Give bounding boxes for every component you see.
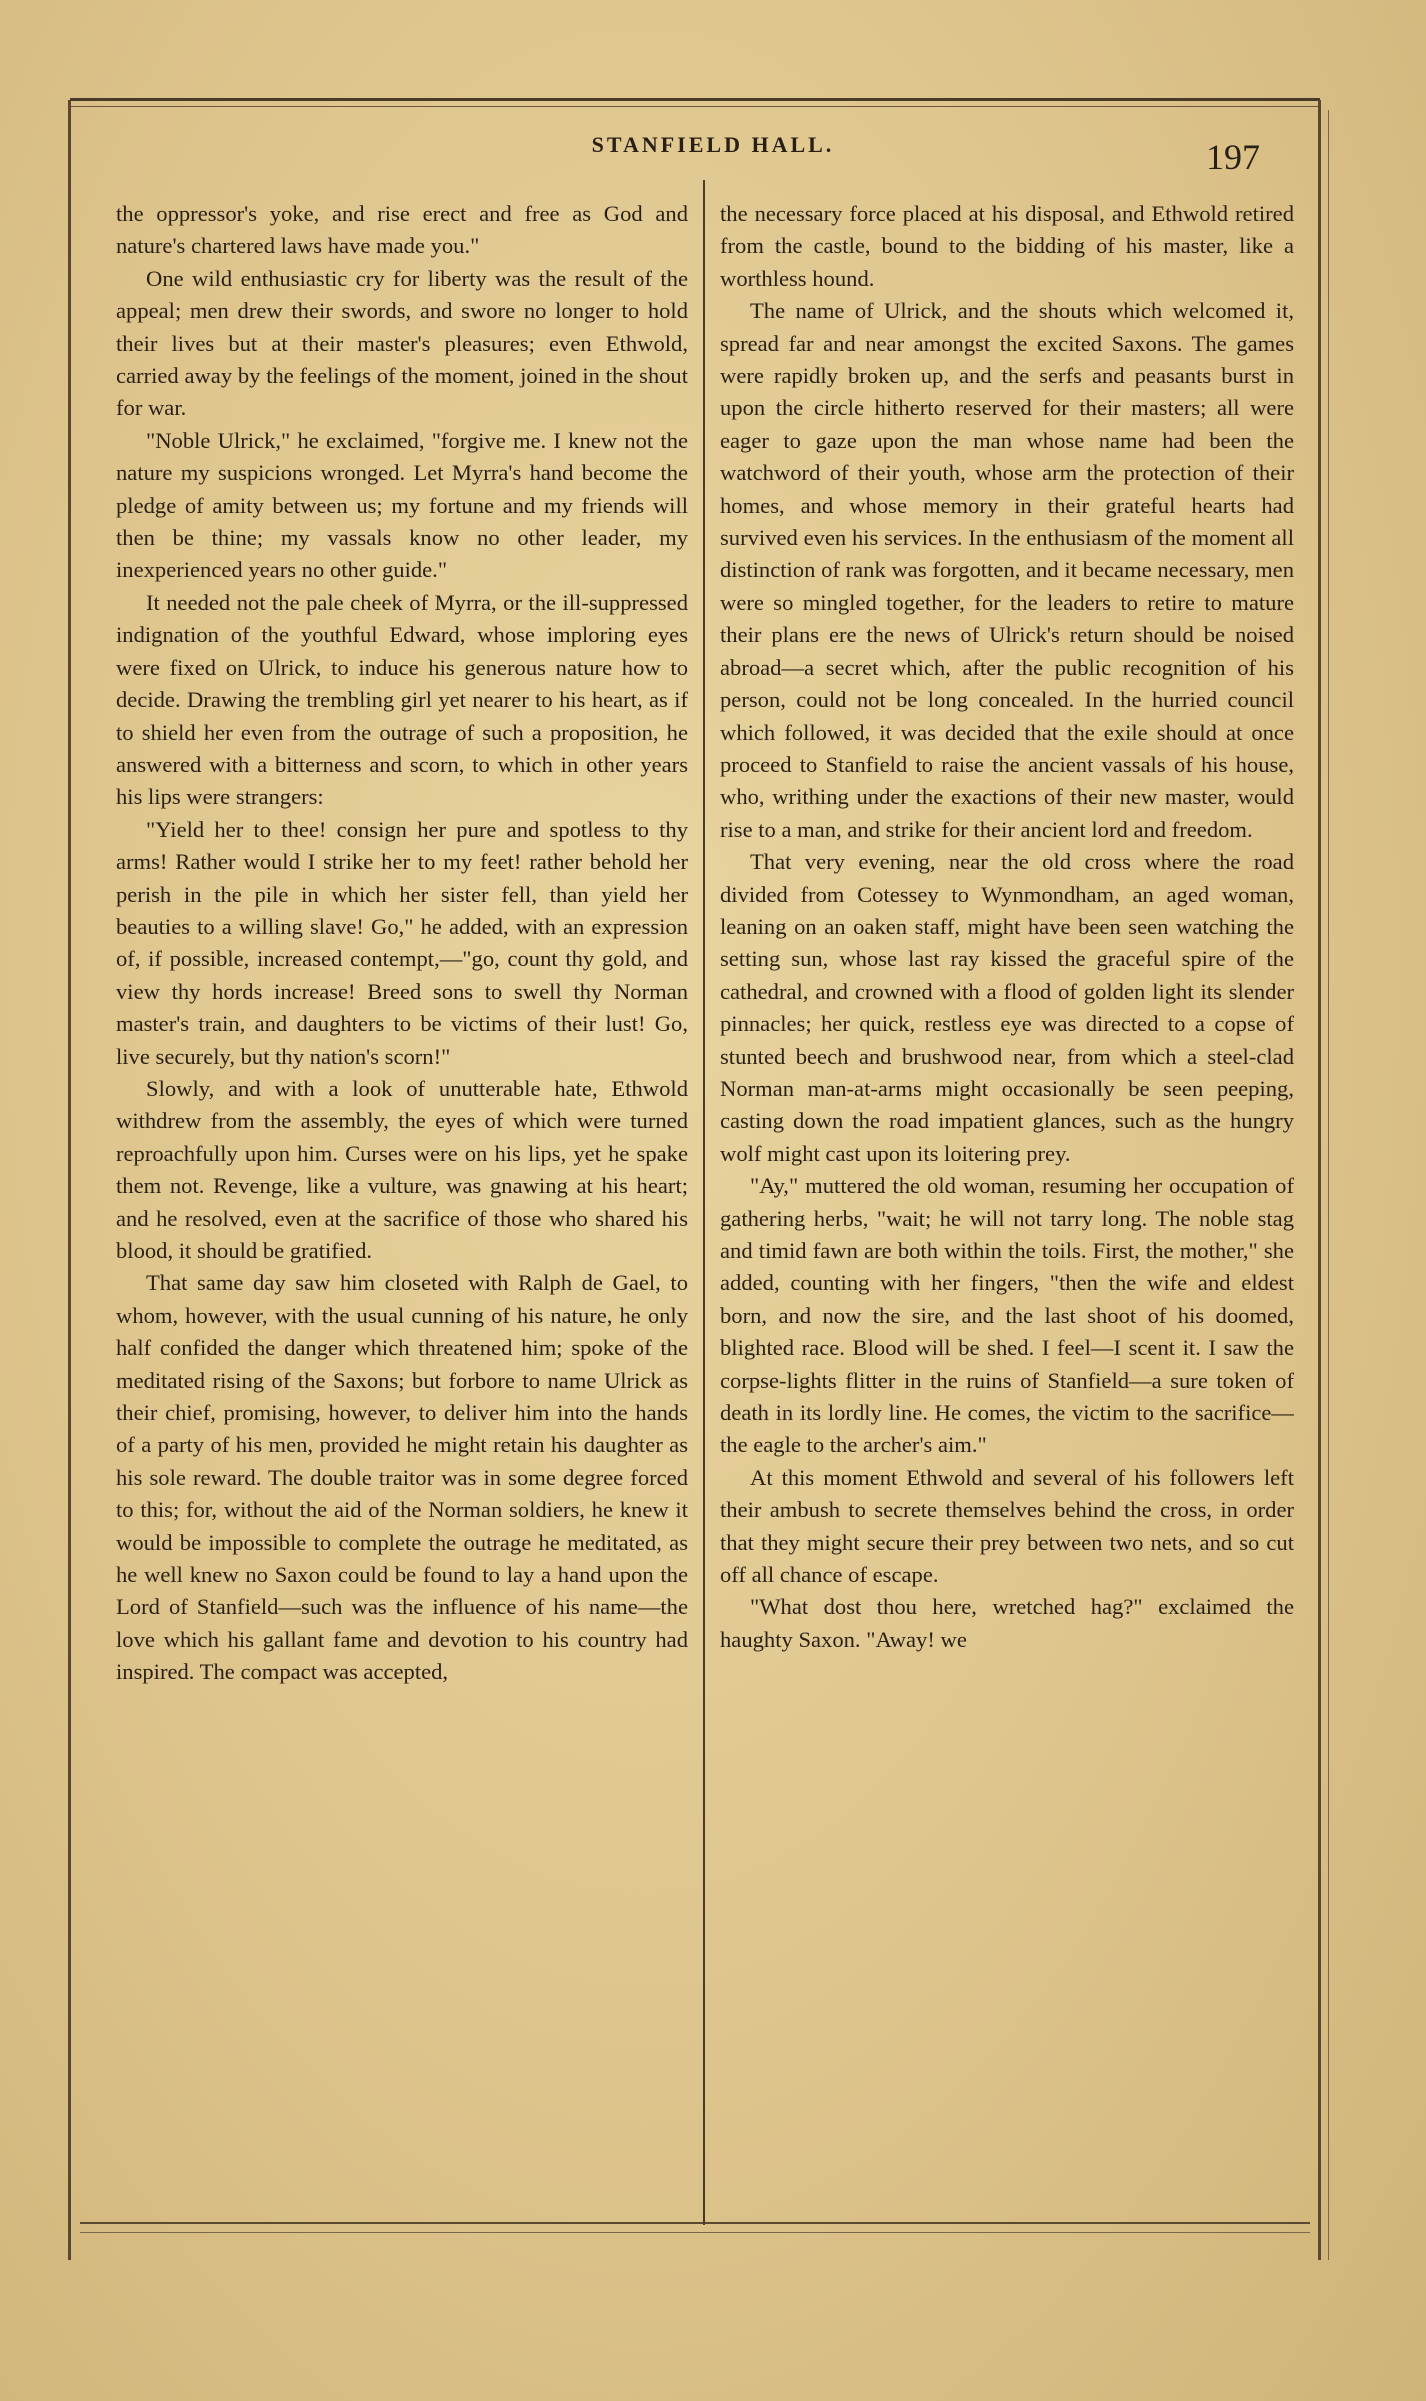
- bottom-rule-thin: [80, 2232, 1310, 2233]
- paragraph: "What dost thou here, wretched hag?" exclaimed the haughty Saxon. "Away! we: [720, 1594, 1294, 1652]
- paragraph: "Yield her to thee! consign her pure and spotless to thy arms! Rather would I strike her to my feet! rather behold her perish in the pile in which her sister fell, than yield her beauties to a willing slave! Go," he added, with an expression of, if possible, increased contempt,—"go, count thy gold, and view thy hords increase! Breed sons to swell thy Norman master's train, and daughters to be victims of their lust! Go, live securely, but thy nation's scorn!": [116, 816, 688, 1069]
- bottom-rule: [80, 2222, 1310, 2224]
- right-frame-line: [1318, 100, 1321, 2260]
- paragraph: The name of Ulrick, and the shouts which welcomed it, spread far and near amongst the excited Saxons. The games were rapidly broken up, and the serfs and peasants burst in upon the circle hitherto reserved for their masters; all were eager to gaze upon the man whose name had been the watchword of their youth, whose arm the protection of their homes, and whose memory in their grateful hearts had survived even his services. In the enthusiasm of the moment all distinction of rank was forgotten, and it became necessary, men were so mingled together, for the leaders to retire to mature their plans ere the news of Ulrick's return should be noised abroad—a secret which, after the public recognition of his person, could not be long concealed. In the hurried council which followed, it was decided that the exile should at once proceed to Stanfield to raise the ancient vassals of his house, who, writhing under the exactions of their new master, would rise to a man, and strike for their ancient lord and freedom.: [720, 298, 1294, 842]
- top-rule: [70, 98, 1320, 101]
- paragraph: the necessary force placed at his disposal, and Ethwold retired from the castle, bound to the bidding of his master, like a worthless hound.: [720, 201, 1294, 291]
- paragraph: That same day saw him closeted with Ralph de Gael, to whom, however, with the usual cunning of his nature, he only half confided the danger which threatened him; spoke of the meditated rising of the Saxons; but forbore to name Ulrick as their chief, promising, however, to deliver him into the hands of a party of his men, provided he might retain his daughter as his sole reward. The double traitor was in some degree forced to this; for, without the aid of the Norman soldiers, he knew it would be impossible to complete the outrage he meditated, as he well knew no Saxon could be found to lay a hand upon the Lord of Stanfield—such was the influence of his name—the love which his gallant fame and devotion to his country had inspired. The compact was accepted,: [116, 1270, 688, 1685]
- paragraph: One wild enthusiastic cry for liberty was the result of the appeal; men drew their swords, and swore no longer to hold their lives but at their master's pleasures; even Ethwold, carried away by the feelings of the moment, joined in the shout for war.: [116, 265, 688, 421]
- page-number: 197: [1206, 137, 1260, 177]
- top-rule-thin: [70, 106, 1320, 107]
- column-divider: [703, 180, 705, 2225]
- paragraph: Slowly, and with a look of unutterable hate, Ethwold withdrew from the assembly, the eyes of which were turned reproachfully upon him. Curses were on his lips, yet he spake them not. Revenge, like a vulture, was gnawing at his heart; and he resolved, even at the sacrifice of those who shared his blood, it should be gratified.: [116, 1075, 688, 1263]
- paragraph: "Noble Ulrick," he exclaimed, "forgive me. I knew not the nature my suspicions wronged. Let Myrra's hand become the pledge of amity between us; my fortune and my friends will then be thine; my vassals know no other leader, my inexperienced years no other guide.": [116, 427, 688, 583]
- right-column: [720, 198, 1294, 2220]
- paragraph: It needed not the pale cheek of Myrra, or the ill-suppressed indignation of the youthful Edward, whose imploring eyes were fixed on Ulrick, to induce his generous nature how to decide. Drawing the trembling girl yet nearer to his heart, as if to shield her even from the outrage of such a proposition, he answered with a bitterness and scorn, to which in other years his lips were strangers:: [116, 589, 688, 810]
- running-title: STANFIELD HALL.: [591, 132, 835, 157]
- paragraph: At this moment Ethwold and several of his followers left their ambush to secrete themselves behind the cross, in order that they might secure their prey between two nets, and so cut off all chance of escape.: [720, 1464, 1294, 1588]
- paragraph: That very evening, near the old cross where the road divided from Cotessey to Wynmondham, an aged woman, leaning on an oaken staff, might have been seen watching the setting sun, whose last ray kissed the graceful spire of the cathedral, and crowned with a flood of golden light its slender pinnacles; her quick, restless eye was directed to a copse of stunted beech and brushwood near, from which a steel-clad Norman man-at-arms might occasionally be seen peeping, casting down the road impatient glances, such as the hungry wolf might cast upon its loitering prey.: [720, 849, 1294, 1166]
- paragraph: "Ay," muttered the old woman, resuming her occupation of gathering herbs, "wait; he will not tarry long. The noble stag and timid fawn are both within the toils. First, the mother," she added, counting with her fingers, "then the wife and eldest born, and now the sire, and the last shoot of his doomed, blighted race. Blood will be shed. I feel—I scent it. I saw the corpse-lights flitter in the ruins of Stanfield—a sure token of death in its lordly line. He comes, the victim to the sacrifice—the eagle to the archer's aim.": [720, 1173, 1294, 1458]
- left-frame-line: [68, 100, 71, 2260]
- right-frame-line-thin: [1328, 110, 1329, 2260]
- left-column: [116, 198, 688, 2220]
- paragraph: the oppressor's yoke, and rise erect and free as God and nature's chartered laws have made you.": [116, 201, 688, 259]
